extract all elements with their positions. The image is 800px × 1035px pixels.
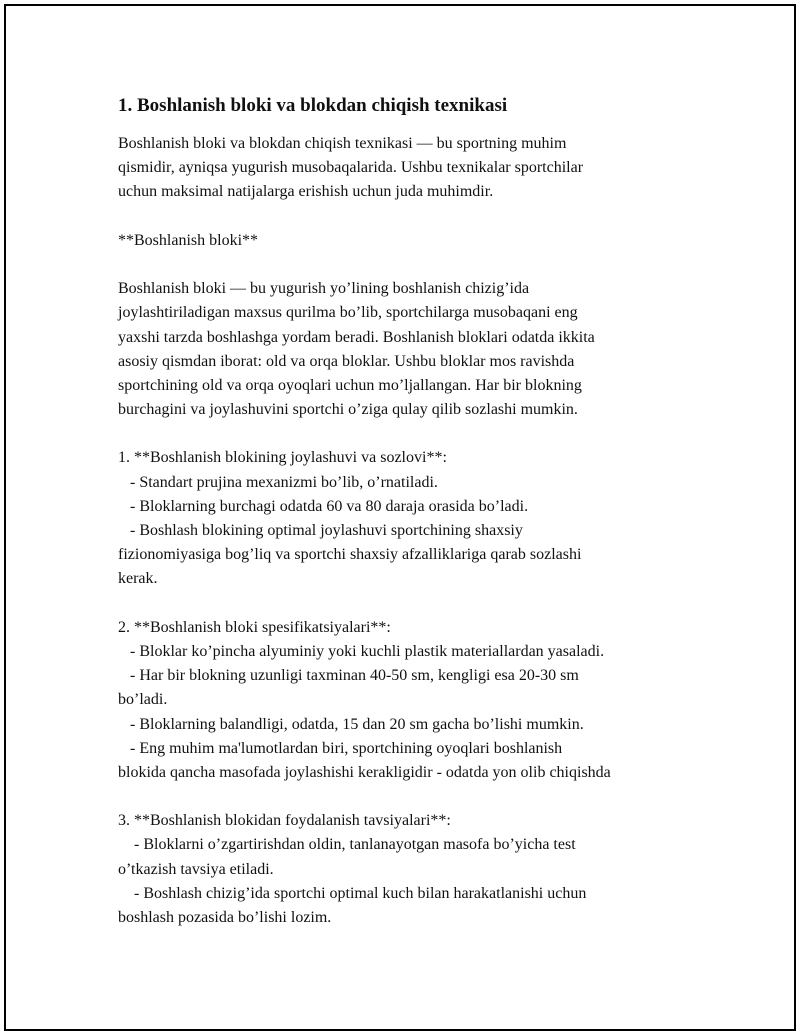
paragraph-gap	[118, 253, 708, 277]
text-line: **Boshlanish bloki**	[118, 231, 259, 249]
text-line: 1. **Boshlanish blokining joylashuvi va sozlovi**:	[118, 449, 447, 467]
paragraph-gap	[118, 592, 708, 616]
text-line: qismidir, ayniqsa yugurish musobaqalarida. Ushbu texnikalar sportchilar	[118, 159, 584, 177]
text-line: - Bloklarni o’zgartirishdan oldin, tanlanayotgan masofa bo’yicha test	[118, 836, 576, 854]
text-line: sportchining old va orqa oyoqlari uchun mo’ljallangan. Har bir blokning	[118, 376, 582, 394]
paragraph	[118, 277, 708, 422]
text-line: - Bloklar ko’pincha alyuminiy yoki kuchli plastik materiallardan yasaladi.	[118, 642, 605, 660]
text-line: - Bloklarning balandligi, odatda, 15 dan 20 sm gacha bo’lishi mumkin.	[118, 715, 584, 733]
text-line: Boshlanish bloki va blokdan chiqish texnikasi — bu sportning muhim	[118, 135, 567, 152]
text-line: kerak.	[118, 570, 158, 588]
text-line: 2. **Boshlanish bloki spesifikatsiyalari**:	[118, 618, 391, 636]
text-line: 3. **Boshlanish blokidan foydalanish tavsiyalari**:	[118, 812, 451, 830]
document-body	[118, 93, 708, 930]
document-title: 1. Boshlanish bloki va blokdan chiqish texnikasi	[118, 95, 508, 116]
paragraph-gap	[118, 205, 708, 229]
text-line: o’tkazish tavsiya etiladi.	[118, 860, 274, 878]
text-line: - Boshlash chizig’ida sportchi optimal kuch bilan harakatlanishi uchun	[118, 884, 587, 902]
text-line: - Eng muhim ma'lumotlardan biri, sportchining oyoqlari boshlanish	[118, 739, 563, 757]
text-line: uchun maksimal natijalarga erishish uchun juda muhimdir.	[118, 183, 494, 201]
text-line: - Standart prujina mexanizmi bo’lib, o’rnatiladi.	[118, 473, 438, 491]
paragraph-gap	[118, 785, 708, 809]
text-line: Boshlanish bloki — bu yugurish yo’lining boshlanish chizig’ida	[118, 280, 530, 298]
text-line: blokida qancha masofada joylashishi kerakligidir - odatda yon olib chiqishda	[118, 763, 611, 781]
paragraph-gap	[118, 422, 708, 446]
text-line: - Har bir blokning uzunligi taxminan 40-50 sm, kengligi esa 20-30 sm	[118, 667, 579, 685]
text-line: burchagini va joylashuvini sportchi o’ziga qulay qilib sozlashi mumkin.	[118, 401, 578, 419]
document-text	[118, 132, 708, 930]
text-line: joylashtiriladigan maxsus qurilma bo’lib, sportchilarga musobaqani eng	[118, 304, 578, 322]
paragraph	[118, 809, 708, 930]
text-line: yaxshi tarzda boshlashga yordam beradi. Boshlanish bloklari odatda ikkita	[118, 328, 595, 346]
text-line: fizionomiyasiga bog’liq va sportchi shaxsiy afzalliklariga qarab sozlashi	[118, 546, 582, 564]
text-line: - Boshlash blokining optimal joylashuvi sportchining shaxsiy	[118, 522, 523, 539]
text-line: asosiy qismdan iborat: old va orqa bloklar. Ushbu bloklar mos ravishda	[118, 352, 575, 370]
paragraph	[118, 229, 708, 253]
paragraph	[118, 132, 708, 205]
paragraph	[118, 616, 708, 785]
paragraph	[118, 446, 708, 591]
text-line: bo’ladi.	[118, 691, 168, 709]
text-line: - Bloklarning burchagi odatda 60 va 80 daraja orasida bo’ladi.	[118, 497, 529, 515]
text-line: boshlash pozasida bo’lishi lozim.	[118, 909, 332, 926]
